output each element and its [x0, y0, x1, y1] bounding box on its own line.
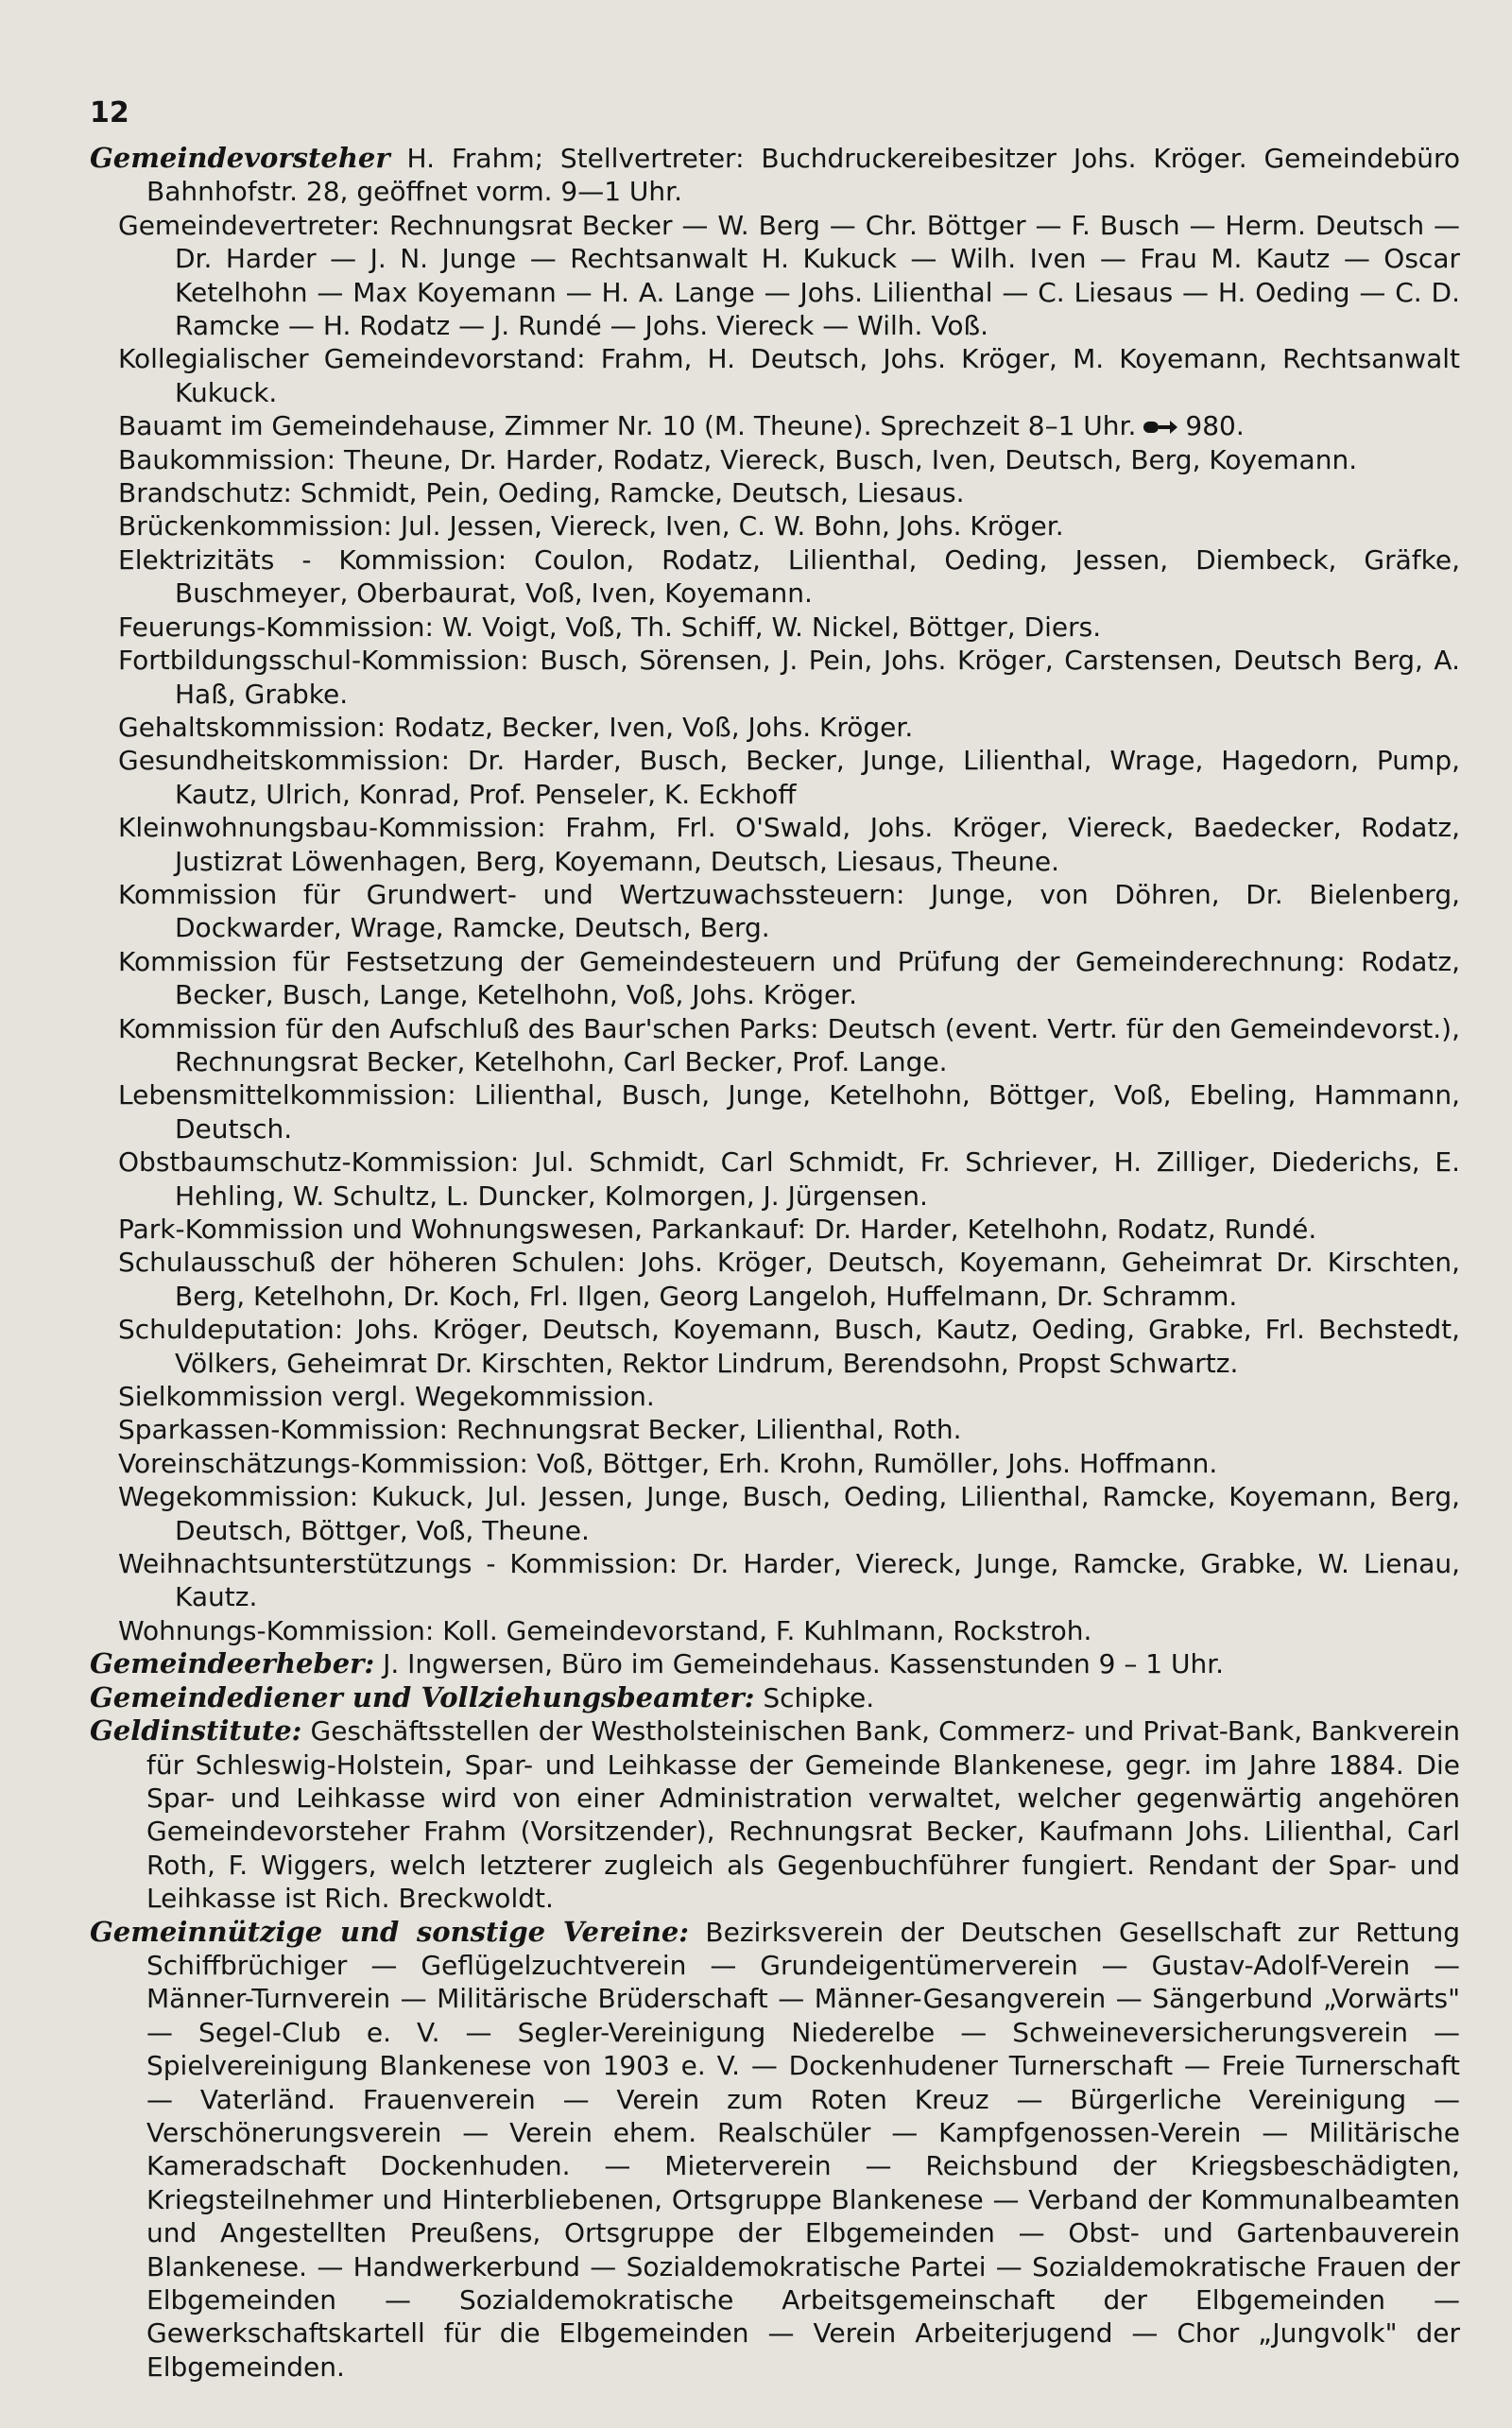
list-item — [118, 711, 1460, 744]
entry-label: Voreinschätzungs-Kommission: — [118, 1447, 528, 1479]
entry-text: Koll. Gemeindevorstand, F. Kuhlmann, Rockstroh. — [434, 1614, 1092, 1646]
entry-label: Wegekommission: — [118, 1481, 359, 1513]
section-gemeindeerheber — [90, 1647, 1460, 1680]
list-item — [118, 1078, 1460, 1145]
list-item — [118, 644, 1460, 711]
list-item — [118, 443, 1460, 476]
entry-label: Kleinwohnungsbau-Kommission: — [118, 812, 546, 844]
entry-text: Lilienthal, Busch, Junge, Ketelhohn, Böttger, Voß, Ebeling, Hammann, Deutsch. — [175, 1079, 1460, 1145]
entry-label: Fortbildungsschul-Kommission: — [118, 645, 529, 677]
entry-text: Theune, Dr. Harder, Rodatz, Viereck, Busch, Iven, Deutsch, Berg, Koyemann. — [335, 443, 1358, 475]
list-item — [118, 342, 1460, 409]
list-item — [118, 1313, 1460, 1380]
entry-label: Baukommission: — [118, 443, 336, 475]
entry-label: Bauamt im Gemeindehause, Zimmer Nr. 10 (M. Theune). Sprechzeit 8–1 Uhr. — [118, 410, 1137, 442]
entry-label: Kollegialischer Gemeindevorstand: — [118, 343, 586, 375]
entry-label: Park-Kommission und Wohnungswesen, Parkankauf: — [118, 1214, 806, 1245]
entry-text: W. Voigt, Voß, Th. Schiff, W. Nickel, Böttger, Diers. — [433, 611, 1102, 643]
list-item — [118, 1145, 1460, 1213]
list-item — [118, 1012, 1460, 1079]
list-item — [118, 509, 1460, 542]
entry-text: Jul. Schmidt, Carl Schmidt, Fr. Schriever, H. Zilliger, Diederichs, E. Hehling, W. Schultz, L. Duncker, Kolmorgen, J. Jürgensen. — [175, 1146, 1460, 1212]
list-item — [118, 1413, 1460, 1446]
list-item — [118, 1480, 1460, 1547]
list-item — [118, 543, 1460, 611]
list-item — [118, 1246, 1460, 1313]
telephone-icon — [1142, 419, 1179, 436]
section-heading: Gemeindeerheber: — [90, 1647, 375, 1680]
list-item — [118, 1380, 1460, 1413]
list-item — [118, 1213, 1460, 1246]
section-text: Geschäftsstellen der Westholsteinischen Bank, Commerz- und Privat-Bank, Bankverein für Schleswig-Holstein, Spar- und Leihkasse der Gemeinde Blankenese, gegr. im Jahre 1884. Die Spar- und Leihkasse wird von einer Administration verwaltet, welcher gegenwärtig angehören Gemeindevorsteher Frahm (Vorsitzender), Rechnungsrat Becker, Kaufmann Johs. Lilienthal, Carl Roth, F. Wiggers, welch letzterer zugleich als Gegenbuchführer fungiert. Rendant der Spar- und Leihkasse ist Rich. Breckwoldt. — [146, 1715, 1460, 1915]
section-heading: Geldinstitute: — [90, 1714, 302, 1748]
entry-label: Weihnachtsunterstützungs - Kommission: — [118, 1548, 679, 1580]
entry-label: Sparkassen-Kommission: — [118, 1414, 449, 1446]
entry-text: Rechnungsrat Becker, Lilienthal, Roth. — [448, 1414, 962, 1446]
entry-text: Johs. Kröger, Deutsch, Koyemann, Geheimrat Dr. Kirschten, Berg, Ketelhohn, Dr. Koch, Frl. Ilgen, Georg Langeloh, Huffelmann, Dr. Schramm. — [175, 1247, 1460, 1312]
entry-text: Rodatz, Becker, Busch, Lange, Ketelhohn, Voß, Johs. Kröger. — [175, 945, 1460, 1011]
list-item — [118, 611, 1460, 644]
list-item — [118, 1547, 1460, 1614]
list-item — [118, 1447, 1460, 1480]
section-heading: Gemeindevorsteher — [90, 142, 390, 174]
entry-label: Obstbaumschutz-Kommission: — [118, 1146, 520, 1179]
entry-label: Gemeindevertreter: — [118, 209, 381, 241]
section-gemeindevorsteher — [90, 142, 1460, 209]
list-item — [118, 409, 1460, 442]
section-text: Bezirksverein der Deutschen Gesellschaft zur Rettung Schiffbrüchiger — Geflügelzuchtverein — Grundeigentümerverein — Gustav-Adolf-Verein — Männer-Turnverein — Militärische Brüderschaft — Männer-Gesangverein — Sängerbund „Vorwärts" — Segel-Club e. V. — Segler-Vereinigung Niederelbe — Schweineversicherungsverein — Spielvereinigung Blankenese von 1903 e. V. — Dockenhudener Turnerschaft — Freie Turnerschaft — Vaterländ. Frauenverein — Verein zum Roten Kreuz — Bürgerliche Vereinigung — Verschönerungsverein — Verein ehem. Realschüler — Kampfgenossen-Verein — Militärische Kameradschaft Dockenhuden. — Mieterverein — Reichsbund der Kriegsbeschädigten, Kriegsteilnehmer und Hinterbliebenen, Ortsgruppe Blankenese — Verband der Kommunalbeamten und Angestellten Preußens, Ortsgruppe der Elbgemeinden — Obst- und Gartenbauverein Blankenese. — Handwerkerbund — Sozialdemokratische Partei — Sozialdemokratische Frauen der Elbgemeinden — Sozialdemokratische Arbeitsgemeinschaft der Elbgemeinden — Gewerkschaftskartell für die Elbgemeinden — Verein Arbeiterjugend — Chor „Jungvolk" der Elbgemeinden. — [146, 1916, 1460, 2383]
section-text: H. Frahm; Stellvertreter: Buchdruckereibesitzer Johs. Kröger. Gemeindebüro Bahnhofstr. 28, geöffnet vorm. 9—1 Uhr. — [146, 143, 1460, 208]
entry-label: Brandschutz: — [118, 477, 292, 509]
entry-label: Kommission für den Aufschluß des Baur'schen Parks: — [118, 1012, 819, 1044]
entry-label: Kommission für Festsetzung der Gemeindesteuern und Prüfung der Gemeinderechnung: — [118, 945, 1346, 977]
section-text: J. Ingwersen, Büro im Gemeindehaus. Kassenstunden 9 – 1 Uhr. — [374, 1648, 1225, 1680]
entry-label: Brückenkommission: — [118, 510, 392, 542]
entry-label: Gehaltskommission: — [118, 711, 387, 743]
entry-text: Dr. Harder, Viereck, Junge, Ramcke, Grabke, W. Lienau, Kautz. — [175, 1548, 1460, 1613]
entry-text: Coulon, Rodatz, Lilienthal, Oeding, Jessen, Diembeck, Gräfke, Buschmeyer, Oberbaurat, Voß, Iven, Koyemann. — [175, 543, 1460, 610]
entry-text: Deutsch (event. Vertr. für den Gemeindevorst.), Rechnungsrat Becker, Ketelhohn, Carl Becker, Prof. Lange. — [175, 1012, 1460, 1077]
section-text: Schipke. — [754, 1681, 875, 1713]
section-heading: Gemeindediener und Vollziehungsbeamter: — [90, 1680, 755, 1713]
entry-text: Rechnungsrat Becker — W. Berg — Chr. Böttger — F. Busch — Herm. Deutsch — Dr. Harder — J. N. Junge — Rechtsanwalt H. Kukuck — Wilh. Iven — Frau M. Kautz — Oscar Ketelhohn — Max Koyemann — H. A. Lange — Johs. Lilienthal — C. Liesaus — H. Oeding — C. D. Ramcke — H. Rodatz — J. Rundé — Johs. Viereck — Wilh. Voß. — [175, 209, 1460, 342]
list-item — [118, 945, 1460, 1012]
entry-text: Kukuck, Jul. Jessen, Junge, Busch, Oeding, Lilienthal, Ramcke, Koyemann, Berg, Deutsch, Böttger, Voß, Theune. — [175, 1481, 1460, 1546]
entry-text: Frahm, H. Deutsch, Johs. Kröger, M. Koyemann, Rechtsanwalt Kukuck. — [175, 343, 1460, 408]
list-item — [118, 476, 1460, 509]
entry-text: Dr. Harder, Ketelhohn, Rodatz, Rundé. — [805, 1214, 1317, 1245]
entry-label: Feuerungs-Kommission: — [118, 611, 434, 643]
entry-label: Gesundheitskommission: — [118, 745, 451, 777]
entry-label: Schulausschuß der höheren Schulen: — [118, 1247, 627, 1279]
entry-text: Rodatz, Becker, Iven, Voß, Johs. Kröger. — [386, 711, 914, 743]
list-item — [118, 811, 1460, 878]
entry-label: Lebensmittelkommission: — [118, 1079, 456, 1111]
list-item — [118, 744, 1460, 811]
list-item — [118, 878, 1460, 945]
entry-label: Schuldeputation: — [118, 1314, 344, 1346]
list-item — [118, 209, 1460, 343]
entry-text: Frahm, Frl. O'Swald, Johs. Kröger, Viereck, Baedecker, Rodatz, Justizrat Löwenhagen, Berg, Koyemann, Deutsch, Liesaus, Theune. — [175, 812, 1460, 877]
entry-text: Jul. Jessen, Viereck, Iven, C. W. Bohn, Johs. Kröger. — [392, 510, 1064, 542]
entry-text: Johs. Kröger, Deutsch, Koyemann, Busch, Kautz, Oeding, Grabke, Frl. Bechstedt, Völkers, Geheimrat Dr. Kirschten, Rektor Lindrum, Berendsohn, Propst Schwartz. — [175, 1314, 1460, 1379]
entry-text: Dr. Harder, Busch, Becker, Junge, Lilienthal, Wrage, Hagedorn, Pump, Kautz, Ulrich, Konrad, Prof. Penseler, K. Eckhoff — [175, 745, 1460, 810]
entry-text: Voß, Böttger, Erh. Krohn, Rumöller, Johs. Hoffmann. — [527, 1447, 1218, 1479]
entry-text: Busch, Sörensen, J. Pein, Johs. Kröger, Carstensen, Deutsch Berg, A. Haß, Grabke. — [175, 645, 1460, 710]
section-geldinstitute — [90, 1714, 1460, 1915]
entry-text: Schmidt, Pein, Oeding, Ramcke, Deutsch, Liesaus. — [291, 477, 965, 509]
section-vereine — [90, 1916, 1460, 2385]
entry-label: Elektrizitäts - Kommission: — [118, 543, 507, 576]
list-item — [118, 1614, 1460, 1647]
entry-label: Sielkommission vergl. Wegekommission. — [118, 1381, 655, 1413]
entry-label: Kommission für Grundwert- und Wertzuwachssteuern: — [118, 878, 905, 910]
entry-label: Wohnungs-Kommission: — [118, 1614, 435, 1646]
section-gemeindediener — [90, 1681, 1460, 1714]
entry-text: 980. — [1185, 410, 1245, 442]
page-number: 12 — [90, 96, 129, 129]
section-heading: Gemeinnützige und sonstige Vereine: — [90, 1915, 689, 1948]
entry-text: Junge, von Döhren, Dr. Bielenberg, Dockwarder, Wrage, Ramcke, Deutsch, Berg. — [175, 878, 1460, 944]
